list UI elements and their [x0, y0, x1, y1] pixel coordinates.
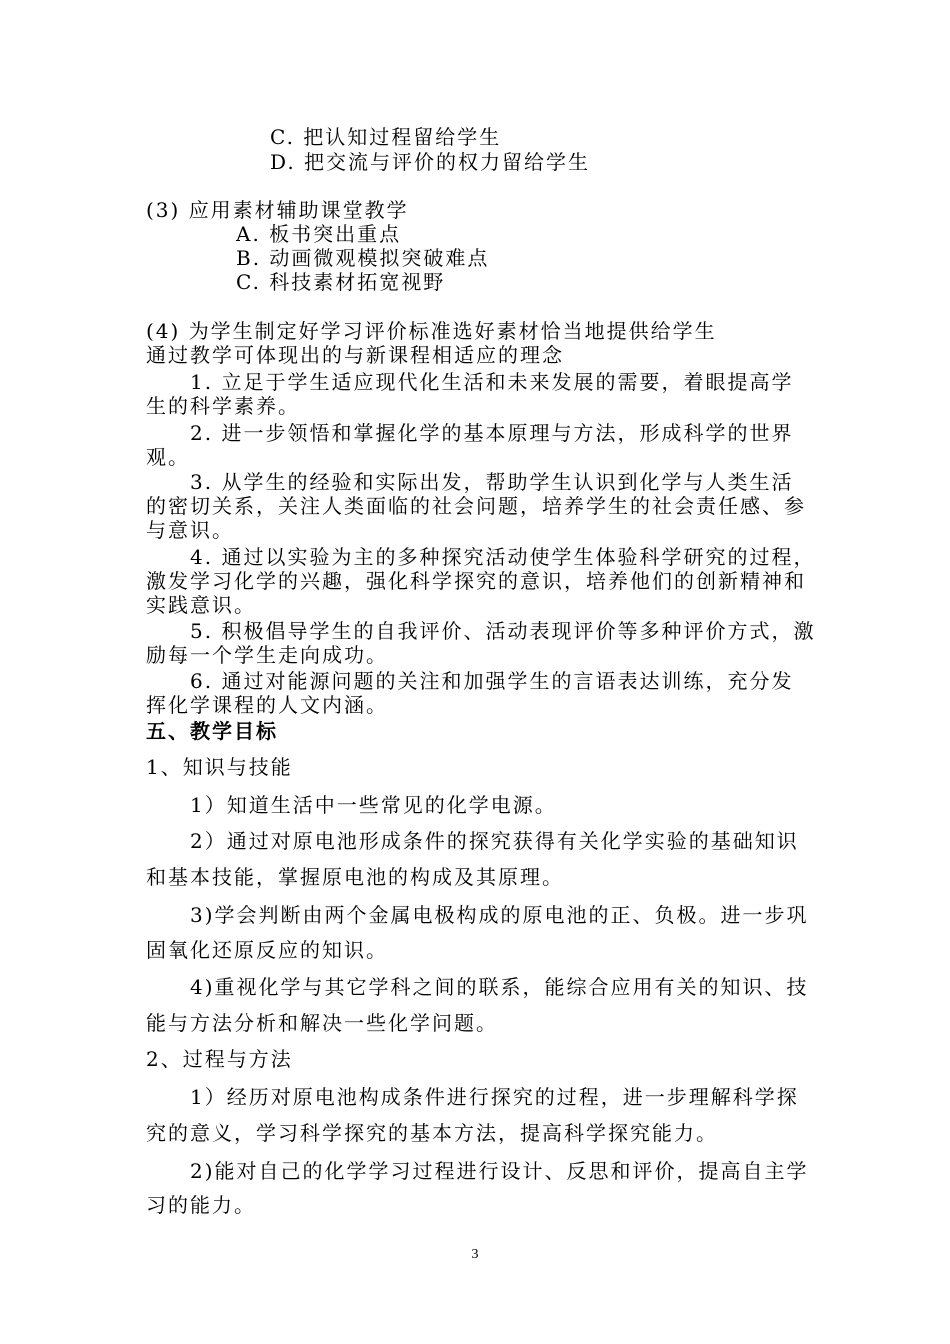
option-d-line: D. 把交流与评价的权力留给学生: [270, 150, 591, 174]
option-b-line: B. 动画微观模拟突破难点: [236, 246, 490, 270]
knowledge-item-3-line-1: 3)学会判断由两个金属电极构成的原电池的正、负极。进一步巩: [190, 903, 809, 927]
concept-3-line-3: 与意识。: [146, 518, 234, 542]
concept-4-line-1: 4. 通过以实验为主的多种探究活动使学生体验科学研究的过程，: [190, 545, 816, 569]
concept-6-line-2: 挥化学课程的人文内涵。: [146, 693, 388, 717]
concept-4-line-3: 实践意识。: [146, 593, 256, 617]
concept-1-line-1: 1. 立足于学生适应现代化生活和未来发展的需要，着眼提高学: [190, 370, 794, 394]
knowledge-item-2-line-2: 和基本技能，掌握原电池的构成及其原理。: [146, 865, 564, 889]
method-item-2-line-2: 习的能力。: [146, 1193, 256, 1217]
concept-3-line-1: 3. 从学生的经验和实际出发，帮助学生认识到化学与人类生活: [190, 470, 794, 494]
concept-6-line-1: 6. 通过对能源问题的关注和加强学生的言语表达训练，充分发: [190, 669, 794, 693]
page-number: 3: [471, 1247, 479, 1262]
option-c-line: C. 把认知过程留给学生: [270, 125, 502, 149]
method-item-2-line-1: 2)能对自己的化学学习过程进行设计、反思和评价，提高自主学: [190, 1159, 809, 1183]
knowledge-item-1: 1）知道生活中一些常见的化学电源。: [190, 793, 557, 817]
knowledge-item-4-line-2: 能与方法分析和解决一些化学问题。: [146, 1011, 498, 1035]
concept-2-line-1: 2. 进一步领悟和掌握化学的基本原理与方法，形成科学的世界: [190, 421, 794, 445]
item-4-heading: (4) 为学生制定好学习评价标准选好素材恰当地提供给学生: [146, 319, 717, 343]
knowledge-item-2-line-1: 2）通过对原电池形成条件的探究获得有关化学实验的基础知识: [190, 829, 799, 853]
concept-4-line-2: 激发学习化学的兴趣，强化科学探究的意识，培养他们的创新精神和: [146, 569, 806, 593]
concept-intro: 通过教学可体现出的与新课程相适应的理念: [146, 343, 564, 367]
item-3-heading: (3) 应用素材辅助课堂教学: [146, 198, 409, 222]
section-5-title: 五、教学目标: [146, 719, 278, 743]
knowledge-item-3-line-2: 固氧化还原反应的知识。: [146, 938, 388, 962]
concept-2-line-2: 观。: [146, 445, 190, 469]
option-c-line-2: C. 科技素材拓宽视野: [236, 270, 446, 294]
subsection-2-title: 2、过程与方法: [146, 1047, 293, 1071]
concept-3-line-2: 的密切关系，关注人类面临的社会问题，培养学生的社会责任感、参: [146, 494, 806, 518]
method-item-1-line-1: 1）经历对原电池构成条件进行探究的过程，进一步理解科学探: [190, 1085, 799, 1109]
concept-5-line-1: 5. 积极倡导学生的自我评价、活动表现评价等多种评价方式，激: [190, 619, 816, 643]
option-a-line: A. 板书突出重点: [236, 222, 402, 246]
concept-5-line-2: 励每一个学生走向成功。: [146, 643, 388, 667]
method-item-1-line-2: 究的意义，学习科学探究的基本方法，提高科学探究能力。: [146, 1121, 718, 1145]
concept-1-line-2: 生的科学素养。: [146, 394, 300, 418]
subsection-1-title: 1、知识与技能: [146, 755, 293, 779]
knowledge-item-4-line-1: 4)重视化学与其它学科之间的联系，能综合应用有关的知识、技: [190, 975, 809, 999]
